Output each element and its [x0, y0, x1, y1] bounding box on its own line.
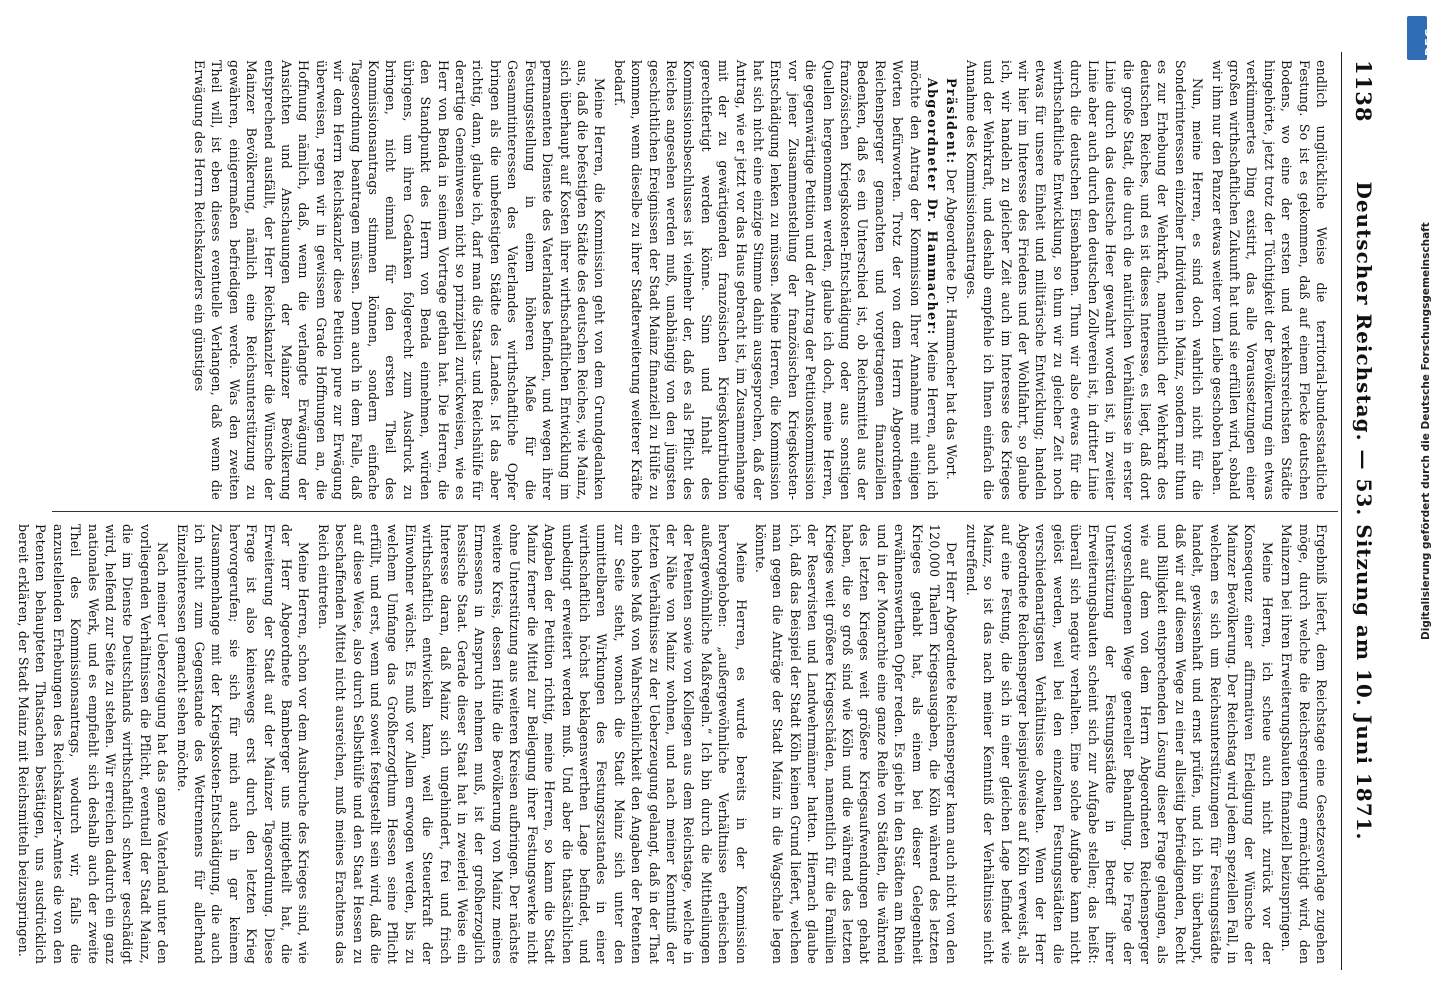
paragraph: Meine Herren, schon vor dem Ausbruche des Krieges sind, wie der Herr Abgeordnete Bamberger uns mitgetheilt hat, die Erweiterung der Stadt auf der Mainzer Tagesordnung. Diese Frage ist also keineswegs erst durch den letzten Krieg hervorgerufen; sie sich für mich auch in gar keinem Zusammenhange mit der Kriegskosten-Entschädigung, die auch ich nicht zum Gegenstande des Wettrennens für allerhand Einzelinteressen gemacht sehen möchte.: [174, 524, 312, 964]
paragraph: Meine Herren, ich scheue auch nicht zurück vor der Konsequenz einer affirmativen Erledigung der Wünsche der Mainzer Bevölkerung. Der Reichstag wird jedem speziellen Fall, in welchem es sich um Reichsunterstützungen für Festungsstädte handelt, gewissenhaft und ernst prüfen, und ich bin überhaupt, daß wir auf diesem Wege zu einer allseitig befriedigenden, Recht und Billigkeit entsprechenden Lösung dieser Frage gelangen, als wie auf dem von dem Herrn Abgeordneten Reichensperger vorgeschlagenen Wege genereller Behandlung. Die Frage der Unterstützung der Festungsstädte in Betreff ihrer Erweiterungsbauten scheint sich zur Aufgabe stellen; das heißt: überall sich negativ verhalten. Eine solche Aufgabe kann nicht gelöst werden, weil bei den einzelnen Festungsstädten die verschiedenartigsten Verhältnisse obwalten. Wenn der Herr Abgeordnete Reichensperger beispielsweise auf Köln verweist, als auf eine Festung, die sich in einer gleichen Lage befindet wie Mainz, so ist das nach meiner Kenntniß der Verhältnisse nicht zutreffend.: [963, 524, 1275, 964]
paragraph: endlich unglückliche Weise die territorial-bundesstaatliche Festung. So ist es gekommen, daß auf einem Flecke deutschen Bodens, wo eine der ersten und verkehrsreichsten Städte hingehörte, jetzt trotz der Tüchtigkeit der Bevölkerung ein etwas verkümmertes Ding existirt, das alle Voraussetzungen einer großen wirthschaftlichen Zukunft hat und sie erfüllen wird, sobald wir ihm nur den Panzer etwas weiter vom Leibe geschoben haben.: [1209, 60, 1329, 500]
speaker-name: Abgeordneter Dr. Hammacher:: [925, 78, 941, 336]
speaker-paragraph: [610, 60, 941, 500]
paragraph: Ergebniß liefert, dem Reichstage eine Gesetzesvorlage zugehen möge, durch welche die Reichsregierung ermächtigt wird, den Mainzern bei ihren Erweiterungsbauten finanziell beizuspringen.: [1279, 524, 1329, 964]
speech-text: Der Abgeordnete Dr. Hammacher hat das Wort.: [944, 168, 960, 480]
digitization-credit: [1404, 0, 1432, 1000]
speaker-paragraph: [943, 60, 960, 500]
dfg-logo-text: DFG: [1423, 27, 1436, 56]
running-title: Deutscher Reichstag. — 53. Sitzung am 10. Juni 1871.: [1352, 181, 1376, 841]
paragraph: Meine Herren, es wurde bereits in der Kommission hervorgehoben: „außergewöhnliche Verhältnisse erheischen außergewöhnliche Maßregeln.“ Ich bin durch die Mittheilungen der Petenten sowie von Kollegen aus dem Reichstage, welche in der Nähe von Mainz wohnen, und nach meiner Kenntniß der letzten Verhältnisse zu der Ueberzeugung gelangt, daß in der That ein hohes Maß von Wahrscheinlichkeit den Angaben der Petenten zur Seite steht, wonach die Stadt Mainz sich unter den unmittelbaren Wirkungen des Festungszustandes in einer wirthschaftlich höchst beklagenswerthen Lage befindet, und unbedingt erweitert werden muß. Und aber die thatsächlichen Angaben der Petition richtig, meine Herren, so kann die Stadt Mainz ferner die Mittel zur Beilegung ihrer Festungswerke nicht ohne Unterstützung aus weiteren Kreisen aufbringen. Der nächste weitere Kreis, dessen Hülfe die Bevölkerung von Mainz meines Ermessens in Anspruch nehmen muß, ist der großherzoglich hessische Staat. Gerade dieser Staat hat in zweierlei Weise ein Interesse daran, daß Mainz sich ungehindert, frei und frisch wirthschaftlich entwickeln kann, weil die Steuerkraft der Einwohner wächst. Es muß vor Allem erwogen werden, bis zu welchem Umfange das Großherzogthum Hessen seine Pflicht erfüllt, und erst, wenn und soweit festgestellt sein wird, daß die auf diese Weise, also durch Selbsthülfe und den Staat Hessen zu beschaffenden Mittel nicht ausreichen, muß meines Erachtens das Reich eintreten.: [315, 524, 749, 964]
column-divider: [52, 511, 1338, 512]
digitization-credit-text: Digitalisierung gefördert durch die Deutsche Forschungsgemeinschaft: [1420, 222, 1432, 640]
speaker-name: Präsident:: [944, 78, 960, 165]
page-number: 1138: [1351, 60, 1376, 123]
speech-text: Meine Herren, auch ich möchte den Antrag der Kommission Ihrer Annahme mit einigen Worten befürworten. Trotz der von dem Herrn Abgeordneten Reichensperger gemachten und vorgetragenen finanziellen Bedenken, daß es ein Unterschied ist, ob Reichsmittel aus der französischen Kriegskosten-Entschädigung oder aus sonstigen Quellen hergenommen werden, glaube ich doch, meine Herren, die gegenwärtige Petition und der Antrag der Petitionskommission vor jener Zusammenstellung der französischen Kriegskosten-Entschädigung lenken zu müssen. Meine Herren, die Kommission hat sich nicht eine einzige Stimme dahin ausgesprochen, daß der Antrag, wie er jetzt vor das Haus gebracht ist, im Zusammenhange mit der zu gewärtigenden französischen Kriegskontribution gerechtfertigt werden könne. Sinn und Inhalt des Kommissionsbeschlusses ist vielmehr der, daß es als Pflicht des Reiches angesehen werden muß, unabhängig von den jüngsten geschichtlichen Ereignissen der Stadt Mainz finanziell zu Hülfe zu kommen, wenn dieselbe zu ihrer Stadterweiterung weiterer Kräfte bedarf.: [611, 60, 941, 501]
page-header: [1341, 52, 1382, 970]
paragraph: Nun, meine Herren, es sind doch wahrlich nicht für die Sonderinteressen einzelner Individuen in Mainz, sondern mir thun es zur Erhebung der Wehrkraft, namentlich der Wehrkraft des deutschen Reiches, und es ist dieses Interesse, es liegt, daß dort die große Stadt, die durch die natürlichen Verhältnisse in erster Linie durch das deutsche Heer gewahrt worden ist, in zweiter Linie aber auch durch den deutschen Zollverein ist, in dritter Linie durch die deutschen Eisenbahnen. Thun wir also etwas für die wirthschaftliche Entwicklung, so thun wir zu gleicher Zeit noch etwas für unsere Einheit und militärische Entwicklung; handeln wir hier im Interesse des Friedens und der Wohlfahrt, so glaube ich, wir handeln zu gleicher Zeit auch im Interesse des Krieges und der Wehrkraft, und deshalb empfehle ich Ihnen einfach die Annahme des Kommissionsantrages.: [963, 60, 1206, 500]
paragraph: Nach meiner Ueberzeugung hat das ganze Vaterland unter den vorliegenden Verhältnissen die Pflicht, eventuell der Stadt Mainz, die im Dienste Deutschlands wirthschaftlich schwer geschädigt wird, helfend zur Seite zu stehen. Wir erreichen dadurch ein ganz nationales Werk, und es empfiehlt sich deshalb auch der zweite Theil des Kommissionsantrags, wodurch wir, falls die anzustellenden Erhebungen des Reichskanzler-Amtes die von den Petenten behaupteten Thatsachen bestätigen, uns ausdrücklich bereit erklären, der Stadt Mainz mit Reichsmitteln beizuspringen.: [15, 524, 171, 964]
left-column: [60, 60, 1330, 500]
paragraph: Meine Herren, die Kommission geht von dem Grundgedanken aus, daß die befestigten Städte des deutschen Reiches, wie Mainz, sich überhaupt auf Kosten ihrer wirthschaftlichen Entwicklung im permanenten Dienste des Vaterlandes befinden, und wegen ihrer Festungsstellung in einem höheren Maße für die Gesammtinteressen des Vaterlandes wirthschaftliche Opfer bringen als die unbefestigten Städte des Landes. Ist das aber richtig, dann, glaube ich, darf man die Staats- und Reichshülfe für derartige Gemeinwesen nicht so prinzipiell zurückweisen, wie es Herr von Benda in seinem Vortrage gethan hat. Die Herren, die den Standpunkt des Herrn von Benda einnehmen, würden übrigens, um ihren Gedanken folgerecht zum Ausdruck zu bringen, nicht einmal für den ersten Theil des Kommissionsantrags stimmen können, sondern einfache Tagesordnung beantragen müssen. Denn auch in dem Falle, daß wir dem Herrn Reichskanzler diese Petition pure zur Erwägung überweisen, regen wir in gewissem Grade Hoffnungen an, die Hoffnung nämlich, daß, wenn die verlangte Erwägung der Ansichten und Anschauungen der Mainzer Bevölkerung entsprechend ausfällt, der Herr Reichskanzler die Wünsche der Mainzer Bevölkerung, nämlich eine Reichsunterstützung zu gewähren, einigermaßen befriedigen werde. Was den zweiten Theil will, ist eben dieses eventuelle Verlangen, daß wenn die Erwägung des Herrn Reichskanzlers ein günstiges: [192, 60, 608, 500]
page-content: [15, 52, 1382, 970]
right-column: [15, 524, 1330, 964]
paragraph: Der Herr Abgeordnete Reichensperger kann auch nicht von den 120,000 Thalern Kriegsausgaben, die Köln während des letzten Krieges gehabt hat, als einem bei dieser Gelegenheit erwähnenswerthen Opfer reden. Es giebt in den Städten am Rhein und in der Monarchie eine ganze Reihe von Städten, die während des letzten Krieges weit größere Kriegsaufwendungen gehabt haben, die so groß sind wie Köln und die während des letzten Krieges weit größere Kriegsschäden, namentlich für die Familien der Reservisten und Landwehrmänner hatten. Hiernach glaube ich, daß das Beispiel der Stadt Köln keinen Grund liefert, welchen man gegen die Anträge der Stadt Mainz in die Wagschale legen könnte.: [753, 524, 960, 964]
